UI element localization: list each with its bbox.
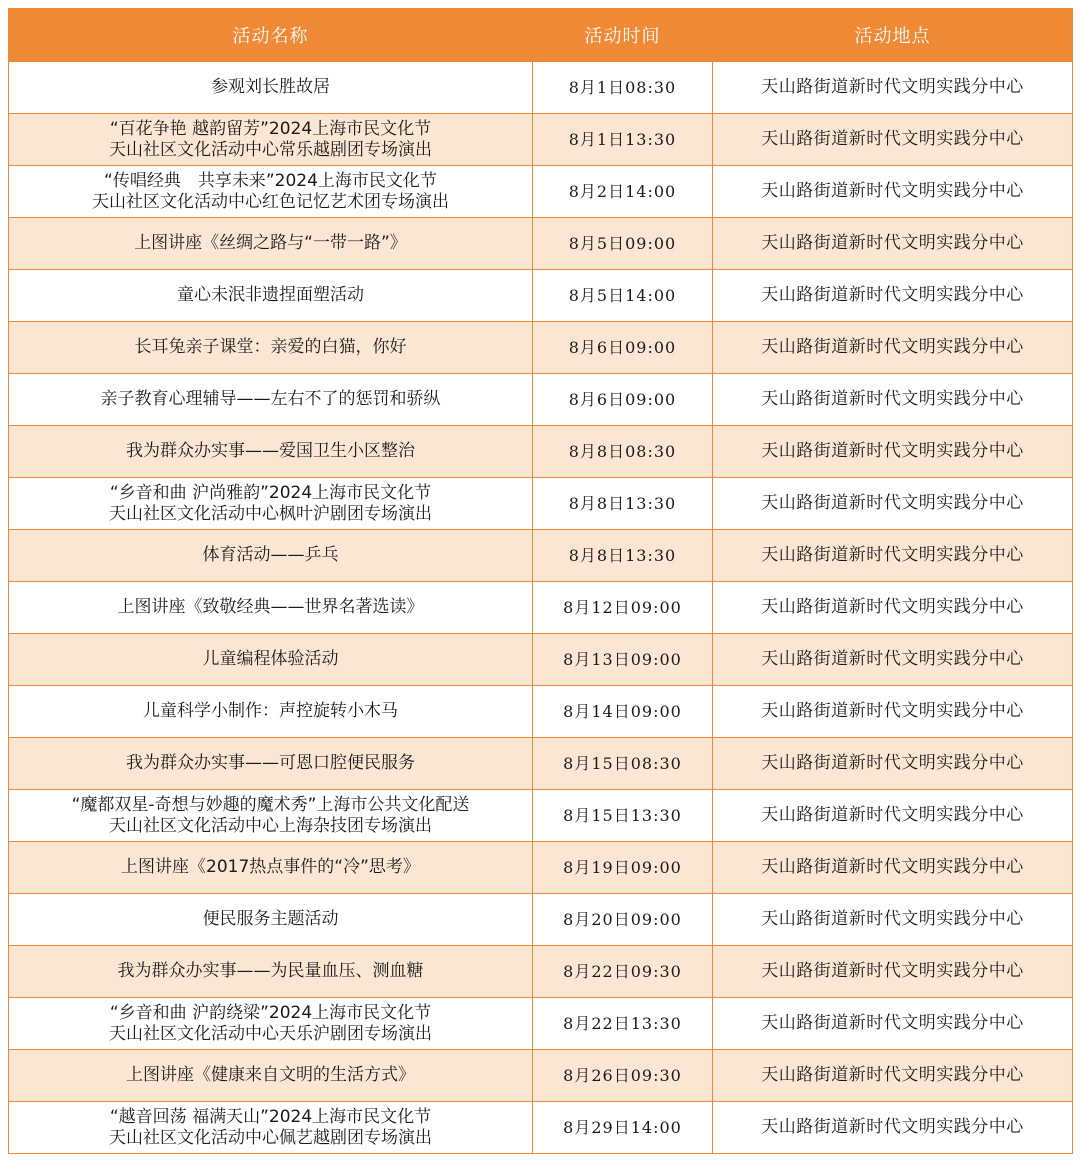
table-row xyxy=(9,686,1073,738)
table-row xyxy=(9,322,1073,374)
activity-name-line: “传唱经典 共享未来”2024上海市民文化节 xyxy=(104,170,437,191)
activity-name-cell xyxy=(9,894,533,946)
activity-place-cell: 天山路街道新时代文明实践分中心 xyxy=(713,270,1073,322)
activity-place-cell: 天山路街道新时代文明实践分中心 xyxy=(713,218,1073,270)
activity-time-cell: 8月1日13:30 xyxy=(533,114,713,166)
table-row xyxy=(9,530,1073,582)
activity-name-line: 天山社区文化活动中心红色记忆艺术团专场演出 xyxy=(92,191,449,212)
activity-place-cell: 天山路街道新时代文明实践分中心 xyxy=(713,790,1073,842)
activity-place-cell: 天山路街道新时代文明实践分中心 xyxy=(713,114,1073,166)
activity-name-cell xyxy=(9,322,533,374)
activity-name-line: 参观刘长胜故居 xyxy=(211,77,330,97)
table-row xyxy=(9,1050,1073,1102)
activity-name-cell xyxy=(9,166,533,218)
activity-place-cell: 天山路街道新时代文明实践分中心 xyxy=(713,1050,1073,1102)
table-row xyxy=(9,790,1073,842)
activity-name-line: 体育活动——乒乓 xyxy=(202,545,339,565)
table-row xyxy=(9,946,1073,998)
activity-name-line: 上图讲座《丝绸之路与“一带一路”》 xyxy=(134,233,407,253)
activity-name-line: 童心未泯非遗捏面塑活动 xyxy=(177,285,364,305)
activity-name-line: 亲子教育心理辅导——左右不了的惩罚和骄纵 xyxy=(100,389,441,409)
activity-name-cell xyxy=(9,270,533,322)
activity-place-cell: 天山路街道新时代文明实践分中心 xyxy=(713,634,1073,686)
activity-name-line: “百花争艳 越韵留芳”2024上海市民文化节 xyxy=(109,118,432,139)
activity-name-cell xyxy=(9,114,533,166)
activity-time-cell: 8月15日08:30 xyxy=(533,738,713,790)
activity-time-cell: 8月13日09:00 xyxy=(533,634,713,686)
activity-time-cell: 8月22日09:30 xyxy=(533,946,713,998)
table-body xyxy=(9,62,1073,1154)
activity-name-cell xyxy=(9,530,533,582)
activity-place-cell: 天山路街道新时代文明实践分中心 xyxy=(713,998,1073,1050)
activity-name-cell xyxy=(9,218,533,270)
header-row xyxy=(9,8,1073,62)
table-header xyxy=(9,8,1073,62)
activity-time-cell: 8月8日13:30 xyxy=(533,478,713,530)
activity-name-line: “魔都双星-奇想与妙趣的魔术秀”上海市公共文化配送 xyxy=(71,794,470,815)
activity-schedule xyxy=(8,8,1072,1154)
activity-time-cell: 8月6日09:00 xyxy=(533,322,713,374)
activity-time-cell: 8月22日13:30 xyxy=(533,998,713,1050)
activity-name-cell xyxy=(9,842,533,894)
activity-name-cell xyxy=(9,1102,533,1154)
activity-time-cell: 8月8日13:30 xyxy=(533,530,713,582)
activity-table xyxy=(8,8,1073,1154)
table-row xyxy=(9,270,1073,322)
activity-time-cell: 8月5日09:00 xyxy=(533,218,713,270)
activity-name-line: 上图讲座《致敬经典——世界名著选读》 xyxy=(117,597,424,617)
activity-name-line: 便民服务主题活动 xyxy=(202,909,339,929)
activity-time-cell: 8月19日09:00 xyxy=(533,842,713,894)
activity-place-cell: 天山路街道新时代文明实践分中心 xyxy=(713,1102,1073,1154)
activity-name-line: 儿童编程体验活动 xyxy=(202,649,339,669)
table-row xyxy=(9,426,1073,478)
activity-time-cell: 8月5日14:00 xyxy=(533,270,713,322)
activity-time-cell: 8月1日08:30 xyxy=(533,62,713,114)
activity-place-cell: 天山路街道新时代文明实践分中心 xyxy=(713,530,1073,582)
table-row xyxy=(9,478,1073,530)
activity-name-line: 上图讲座《2017热点事件的“冷”思考》 xyxy=(121,857,420,877)
table-row xyxy=(9,114,1073,166)
activity-time-cell: 8月2日14:00 xyxy=(533,166,713,218)
activity-place-cell: 天山路街道新时代文明实践分中心 xyxy=(713,582,1073,634)
activity-name-line: 天山社区文化活动中心上海杂技团专场演出 xyxy=(109,815,432,836)
activity-time-cell: 8月29日14:00 xyxy=(533,1102,713,1154)
header-activity-place: 活动地点 xyxy=(713,8,1073,62)
activity-place-cell: 天山路街道新时代文明实践分中心 xyxy=(713,62,1073,114)
activity-time-cell: 8月20日09:00 xyxy=(533,894,713,946)
table-row xyxy=(9,62,1073,114)
activity-name-cell xyxy=(9,426,533,478)
activity-place-cell: 天山路街道新时代文明实践分中心 xyxy=(713,686,1073,738)
header-activity-time: 活动时间 xyxy=(533,8,713,62)
table-row xyxy=(9,582,1073,634)
table-row xyxy=(9,1102,1073,1154)
activity-time-cell: 8月12日09:00 xyxy=(533,582,713,634)
table-row xyxy=(9,374,1073,426)
activity-place-cell: 天山路街道新时代文明实践分中心 xyxy=(713,426,1073,478)
activity-name-line: 天山社区文化活动中心佩艺越剧团专场演出 xyxy=(109,1127,432,1148)
activity-place-cell: 天山路街道新时代文明实践分中心 xyxy=(713,946,1073,998)
table-row xyxy=(9,218,1073,270)
activity-name-cell xyxy=(9,62,533,114)
table-row xyxy=(9,738,1073,790)
activity-time-cell: 8月26日09:30 xyxy=(533,1050,713,1102)
activity-name-cell xyxy=(9,478,533,530)
activity-time-cell: 8月14日09:00 xyxy=(533,686,713,738)
activity-name-cell xyxy=(9,998,533,1050)
activity-name-cell xyxy=(9,738,533,790)
activity-name-line: 我为群众办实事——可恩口腔便民服务 xyxy=(126,753,415,773)
activity-name-cell xyxy=(9,374,533,426)
activity-time-cell: 8月6日09:00 xyxy=(533,374,713,426)
activity-name-cell xyxy=(9,634,533,686)
activity-name-cell xyxy=(9,582,533,634)
activity-place-cell: 天山路街道新时代文明实践分中心 xyxy=(713,894,1073,946)
activity-name-line: 天山社区文化活动中心常乐越剧团专场演出 xyxy=(109,139,432,160)
activity-name-cell xyxy=(9,790,533,842)
table-row xyxy=(9,166,1073,218)
activity-place-cell: 天山路街道新时代文明实践分中心 xyxy=(713,374,1073,426)
activity-name-line: 我为群众办实事——为民量血压、测血糖 xyxy=(117,961,424,981)
activity-place-cell: 天山路街道新时代文明实践分中心 xyxy=(713,322,1073,374)
activity-name-line: 长耳兔亲子课堂：亲爱的白猫，你好 xyxy=(134,337,407,357)
table-row xyxy=(9,842,1073,894)
activity-name-line: 我为群众办实事——爱国卫生小区整治 xyxy=(126,441,415,461)
activity-place-cell: 天山路街道新时代文明实践分中心 xyxy=(713,842,1073,894)
activity-name-cell xyxy=(9,686,533,738)
activity-name-line: 天山社区文化活动中心天乐沪剧团专场演出 xyxy=(109,1023,432,1044)
activity-place-cell: 天山路街道新时代文明实践分中心 xyxy=(713,738,1073,790)
table-row xyxy=(9,634,1073,686)
activity-name-line: “乡音和曲 沪韵绕梁”2024上海市民文化节 xyxy=(109,1002,432,1023)
activity-place-cell: 天山路街道新时代文明实践分中心 xyxy=(713,166,1073,218)
activity-name-line: “越音回荡 福满天山”2024上海市民文化节 xyxy=(109,1106,432,1127)
table-row xyxy=(9,998,1073,1050)
header-activity-name: 活动名称 xyxy=(9,8,533,62)
activity-name-cell xyxy=(9,946,533,998)
activity-time-cell: 8月8日08:30 xyxy=(533,426,713,478)
activity-name-line: “乡音和曲 沪尚雅韵”2024上海市民文化节 xyxy=(109,482,432,503)
activity-place-cell: 天山路街道新时代文明实践分中心 xyxy=(713,478,1073,530)
activity-name-line: 天山社区文化活动中心枫叶沪剧团专场演出 xyxy=(109,503,432,524)
activity-name-cell xyxy=(9,1050,533,1102)
activity-name-line: 儿童科学小制作：声控旋转小木马 xyxy=(143,701,398,721)
table-row xyxy=(9,894,1073,946)
activity-time-cell: 8月15日13:30 xyxy=(533,790,713,842)
activity-name-line: 上图讲座《健康来自文明的生活方式》 xyxy=(126,1065,415,1085)
